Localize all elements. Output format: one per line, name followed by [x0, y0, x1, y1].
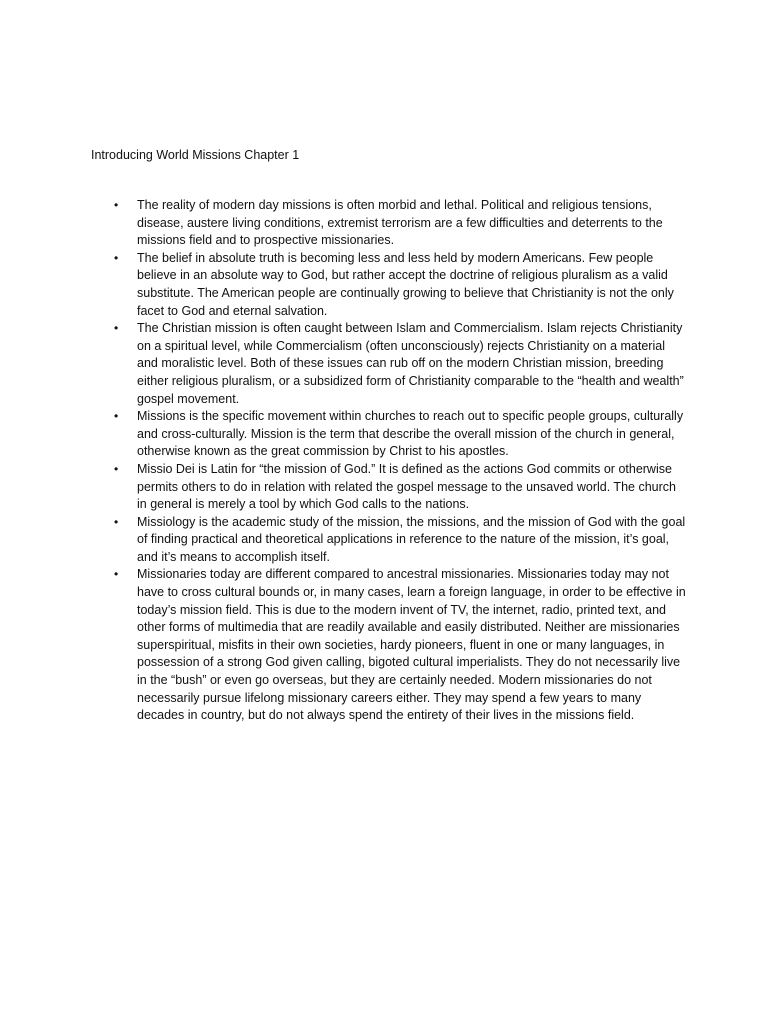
- bullet-icon: •: [114, 250, 119, 265]
- bullet-text: The belief in absolute truth is becoming less and less held by modern Americans. Few people believe in an absolute way to God, but rather accept the doctrine of religious pluralism as a valid substitute. The American people are continually growing to believe that Christianity is not the only facet to God and eternal salvation.: [137, 250, 674, 318]
- bullet-item: [114, 197, 686, 250]
- bullet-list: [114, 197, 686, 725]
- bullet-text: The reality of modern day missions is often morbid and lethal. Political and religious tensions, disease, austere living conditions, extremist terrorism are a few difficulties and deterrents to the missions field and to prospective missionaries.: [137, 198, 663, 248]
- bullet-text: Missionaries today are different compared to ancestral missionaries. Missionaries today may not have to cross cultural bounds or, in many cases, learn a foreign language, in order to be effective in today’s mission field. This is due to the modern invent of TV, the internet, radio, printed text, and other forms of multimedia that are readily available and easily distributed. Neither are missionaries superspiritual, misfits in their own societies, hardy pioneers, fluent in one or many languages, in possession of a strong God given calling, bigoted cultural imperialists. They do not necessarily live in the “bush” or even go overseas, but they are certainly needed. Modern missionaries do not necessarily pursue lifelong missionary careers either. They may spend a few years to many decades in country, but do not always spend the entirety of their lives in the missions field.: [137, 567, 686, 723]
- bullet-item: [114, 566, 686, 724]
- bullet-icon: •: [114, 461, 119, 476]
- bullet-text: Missions is the specific movement within churches to reach out to specific people groups, culturally and cross-culturally. Mission is the term that describe the overall mission of the church in general, otherwise known as the great commission by Christ to his apostles.: [137, 409, 684, 459]
- bullet-text: Missiology is the academic study of the mission, the missions, and the mission of God with the goal of finding practical and theoretical applications in reference to the nature of the mission, it’s goal, and it’s means to accomplish itself.: [137, 514, 686, 564]
- bullet-icon: •: [114, 321, 119, 336]
- bullet-item: [114, 408, 686, 461]
- bullet-text: Missio Dei is Latin for “the mission of God.” It is defined as the actions God commits or otherwise permits others to do in relation with related the gospel message to the unsaved world. The church in general is merely a tool by which God calls to the nations.: [137, 461, 676, 512]
- bullet-item: [114, 250, 686, 320]
- bullet-icon: •: [114, 567, 119, 582]
- bullet-item: [114, 514, 686, 567]
- bullet-text: The Christian mission is often caught between Islam and Commercialism. Islam rejects Christianity on a spiritual level, while Commercialism (often unconsciously) rejects Christianity on a material and moralistic level. Both of these issues can rub off on the modern Christian mission, breeding either religious pluralism, or a subsidized form of Christianity comparable to the “health and wealth” gospel movement.: [137, 321, 684, 406]
- bullet-icon: •: [114, 514, 119, 529]
- bullet-icon: •: [114, 409, 119, 424]
- bullet-item: [114, 320, 686, 408]
- bullet-icon: •: [114, 198, 119, 212]
- document-title: Introducing World Missions Chapter 1: [91, 148, 300, 162]
- bullet-item: [114, 461, 686, 514]
